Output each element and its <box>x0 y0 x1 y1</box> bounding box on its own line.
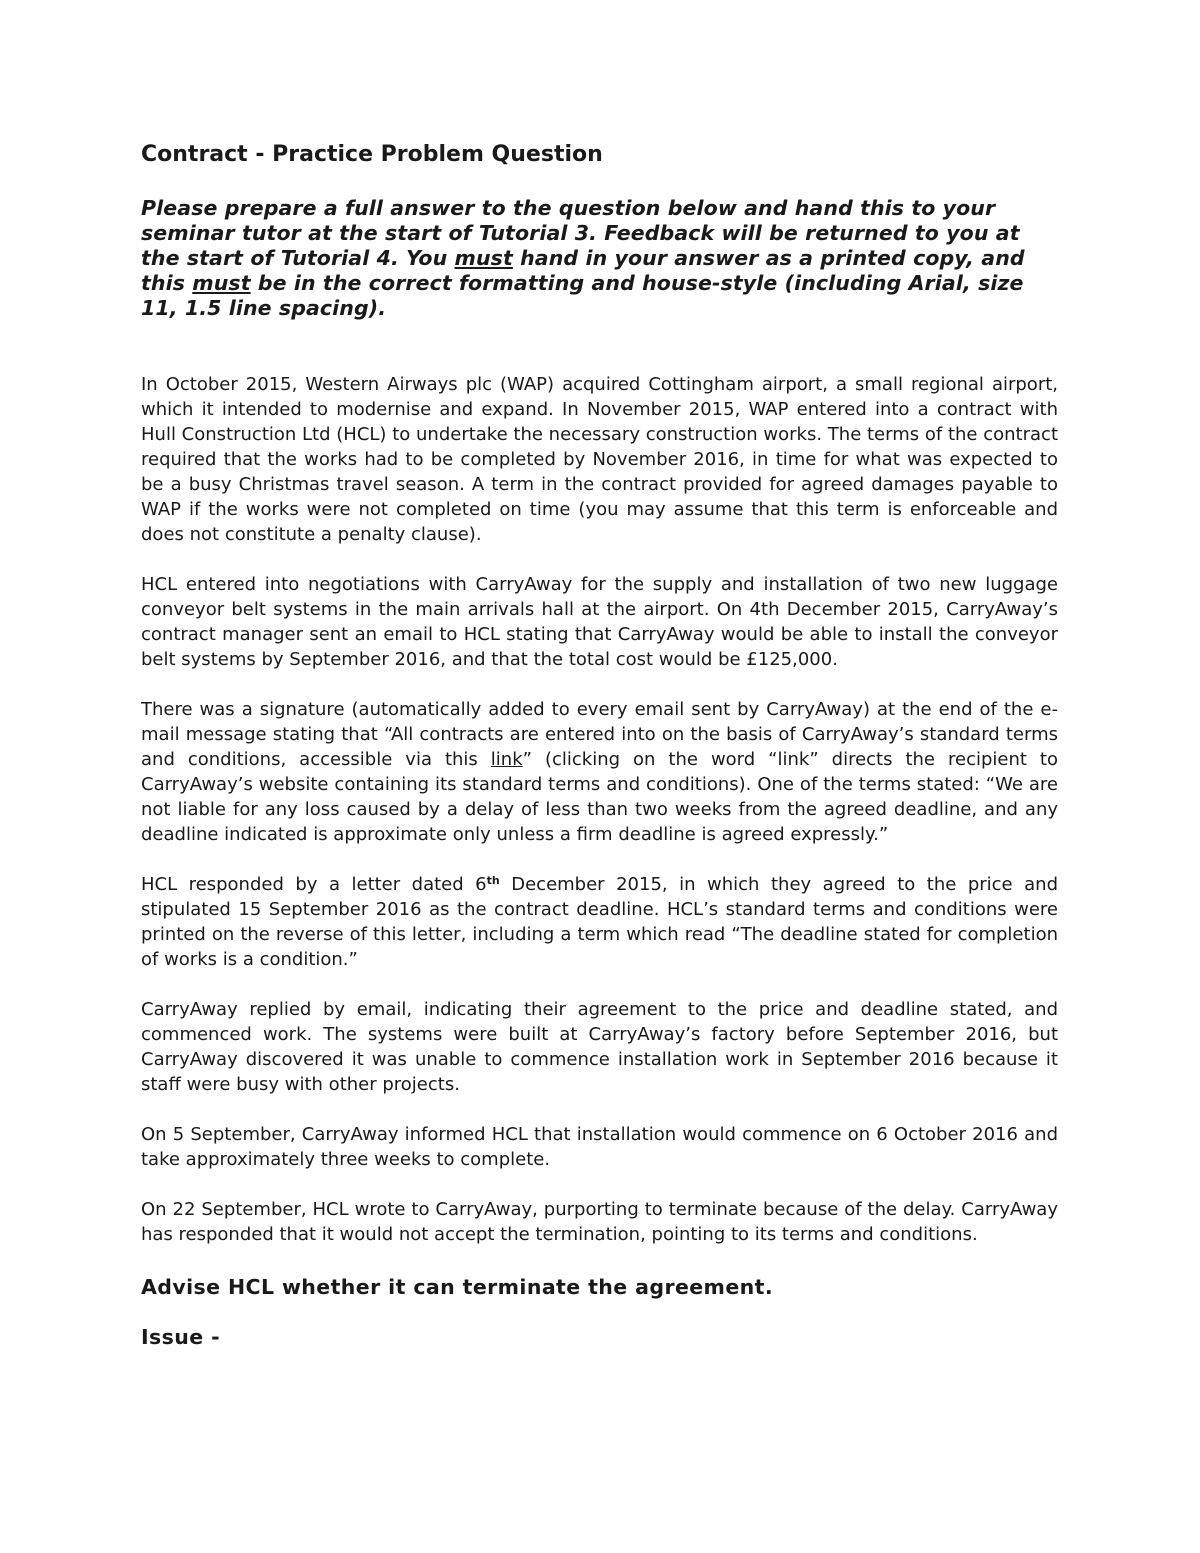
issue-label: Issue - <box>141 1325 220 1349</box>
instructions-paragraph <box>141 196 1058 321</box>
instructions-text-1: Please prepare a full answer to the question below and hand this to your seminar tutor at the start of Tutorial 3. Feedback will be returned to you at the start of Tutorial 4. You <box>141 196 1020 270</box>
question-heading: Advise HCL whether it can terminate the agreement. <box>141 1275 774 1299</box>
document-title: Contract - Practice Problem Question <box>141 142 603 167</box>
terms-link[interactable]: link <box>490 749 523 770</box>
paragraph-1: In October 2015, Western Airways plc (WAP) acquired Cottingham airport, a small regional airport, which it intended to modernise and expand. In November 2015, WAP entered into a contract with Hull Construction Ltd (HCL) to undertake the necessary construction works. The terms of the contract required that the works had to be completed by November 2016, in time for what was expected to be a busy Christmas travel season. A term in the contract provided for agreed damages payable to WAP if the works were not completed on time (you may assume that this term is enforceable and does not constitute a penalty clause). <box>141 374 1058 545</box>
paragraph-4-text-a: HCL responded by a letter dated 6 <box>141 874 487 895</box>
paragraph-3-text-b: ” (clicking on the word “link” directs the recipient to CarryAway’s website containing its standard terms and conditions). One of the terms stated: “We are not liable for any loss caused by a delay of less than two weeks from the agreed deadline, and any deadline indicated is approximate only unless a firm deadline is agreed expressly.” <box>141 749 1058 845</box>
paragraph-7: On 22 September, HCL wrote to CarryAway, purporting to terminate because of the delay. CarryAway has responded that it would not accept the termination, pointing to its terms and conditions. <box>141 1199 1058 1245</box>
paragraph-3 <box>141 697 1058 847</box>
paragraph-5: CarryAway replied by email, indicating their agreement to the price and deadline stated, and commenced work. The systems were built at CarryAway’s factory before September 2016, but CarryAway discovered it was unable to commence installation work in September 2016 because it staff were busy with other projects. <box>141 999 1058 1095</box>
instructions-text-2: hand in your answer as a printed copy, and this <box>141 246 1025 295</box>
paragraph-4 <box>141 872 1058 972</box>
ordinal-superscript: th <box>486 874 500 887</box>
paragraph-4-text-b: December 2015, in which they agreed to the price and stipulated 15 September 2016 as the contract deadline. HCL’s standard terms and conditions were printed on the reverse of this letter, including a term which read “The deadline stated for completion of works is a condition.” <box>141 874 1058 970</box>
instructions-must-2: must <box>192 271 251 295</box>
paragraph-3-text-a: There was a signature (automatically added to every email sent by CarryAway) at the end of the e-mail message stating that “All contracts are entered into on the basis of CarryAway’s standard terms and conditions, accessible via this <box>141 699 1058 770</box>
instructions-must-1: must <box>454 246 513 270</box>
paragraph-2: HCL entered into negotiations with CarryAway for the supply and installation of two new luggage conveyor belt systems in the main arrivals hall at the airport. On 4th December 2015, CarryAway’s contract manager sent an email to HCL stating that CarryAway would be able to install the conveyor belt systems by September 2016, and that the total cost would be £125,000. <box>141 574 1058 670</box>
paragraph-6: On 5 September, CarryAway informed HCL that installation would commence on 6 October 2016 and take approximately three weeks to complete. <box>141 1124 1058 1170</box>
document-page <box>141 140 1058 1351</box>
instructions-text-3: be in the correct formatting and house-style (including Arial, size 11, 1.5 line spacing). <box>141 271 1024 320</box>
